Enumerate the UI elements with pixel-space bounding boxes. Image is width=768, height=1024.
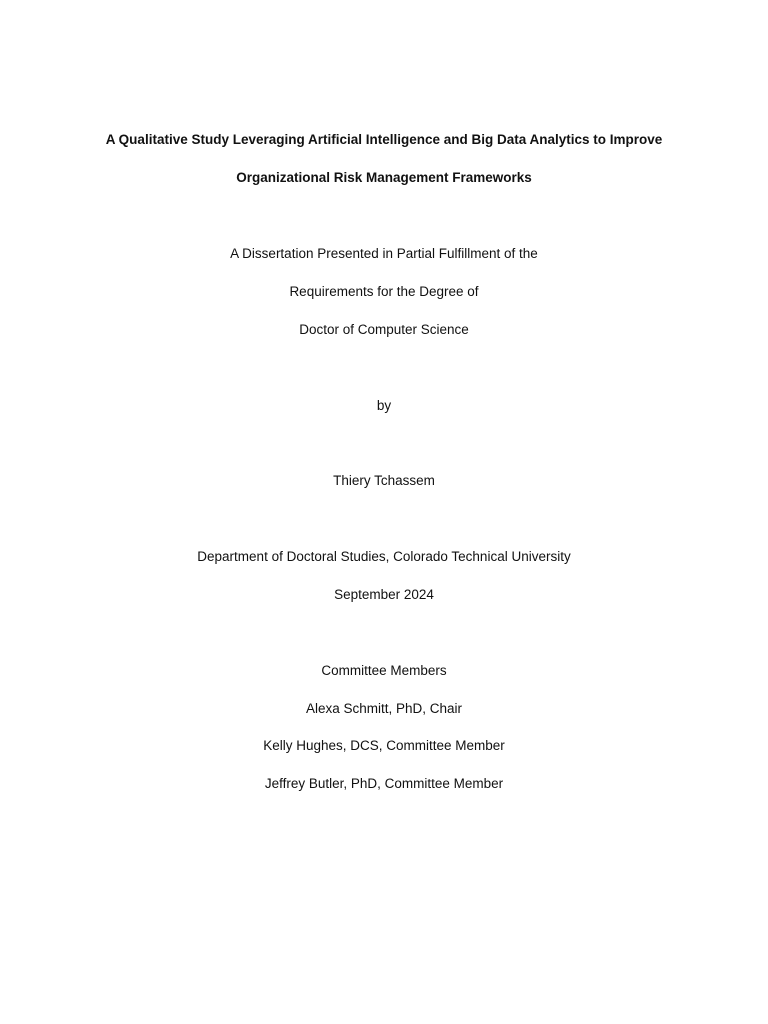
institution: Department of Doctoral Studies, Colorado Technical University: [197, 549, 571, 564]
committee-heading: Committee Members: [321, 663, 447, 678]
dissertation-title-line-1: A Qualitative Study Leveraging Artificial Intelligence and Big Data Analytics to Improve: [105, 132, 663, 147]
dissertation-title-line-2: Organizational Risk Management Frameworks: [236, 170, 532, 185]
statement-line-1: A Dissertation Presented in Partial Fulfillment of the: [230, 246, 538, 261]
committee-member: Kelly Hughes, DCS, Committee Member: [263, 738, 505, 753]
by-label: by: [376, 398, 392, 413]
statement-line-2: Requirements for the Degree of: [289, 284, 479, 299]
degree-name: Doctor of Computer Science: [299, 322, 469, 337]
author-name: Thiery Tchassem: [333, 473, 435, 488]
committee-member: Jeffrey Butler, PhD, Committee Member: [264, 776, 504, 791]
submission-date: September 2024: [334, 587, 434, 602]
committee-member: Alexa Schmitt, PhD, Chair: [305, 701, 463, 716]
